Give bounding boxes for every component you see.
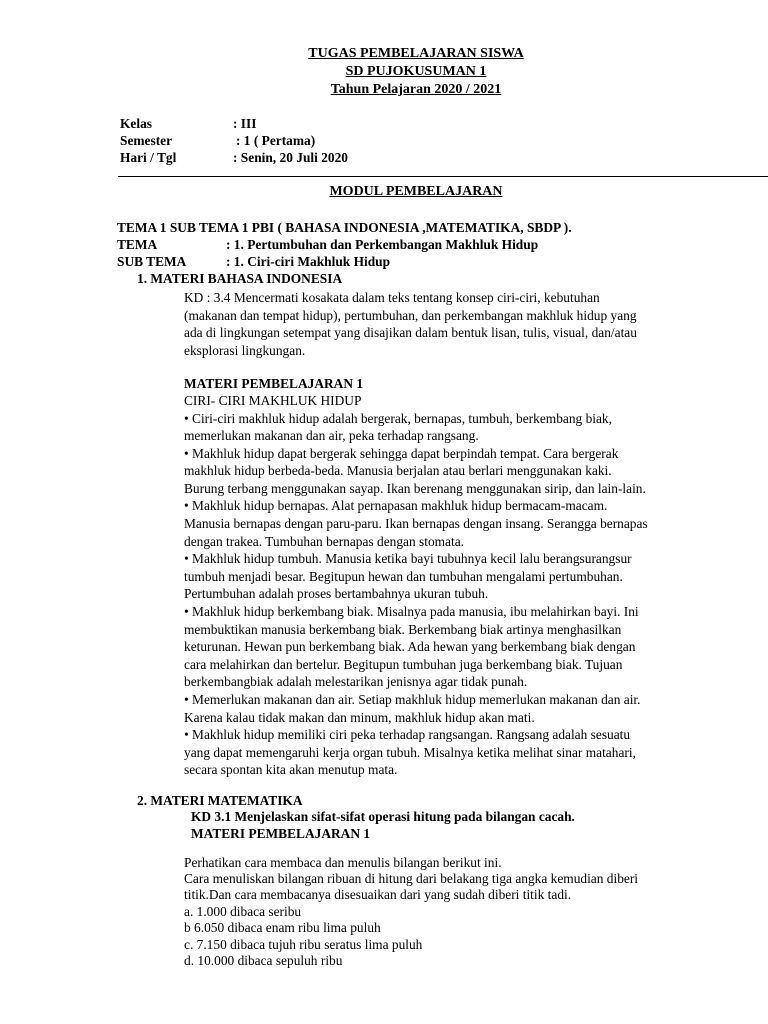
kd-line: eksplorasi lingkungan. <box>184 342 306 358</box>
body-line: Manusia bernapas dengan paru-paru. Ikan bernapas dengan insang. Serangga bernapas <box>184 516 648 532</box>
document-title: TUGAS PEMBELAJARAN SISWA <box>308 46 524 61</box>
list-item: a. 1.000 dibaca seribu <box>184 903 302 919</box>
body-line: Cara menuliskan bilangan ribuan di hitung dari belakang tiga angka kemudian diberi <box>184 871 639 886</box>
tema-summary: TEMA 1 SUB TEMA 1 PBI ( BAHASA INDONESIA ,MATEMATIKA, SBDP ). <box>117 220 572 235</box>
section2-materi-heading: MATERI PEMBELAJARAN 1 <box>191 826 371 841</box>
info-label-date: Hari / Tgl <box>120 150 177 165</box>
info-value-semester: : 1 ( Pertama) <box>236 133 316 148</box>
body-line: titik.Dan cara membacanya disesuaikan dari yang sudah diberi titik tadi. <box>184 887 572 903</box>
list-item: d. 10.000 dibaca sepuluh ribu <box>184 953 343 969</box>
body-line: • Makhluk hidup berkembang biak. Misalnya pada manusia, ibu melahirkan bayi. Ini <box>184 604 639 620</box>
body-line: keturunan. Hewan pun berkembang biak. Ada hewan yang berkembang biak dengan <box>184 639 636 655</box>
kd-line: ada di lingkungan setempat yang disajikan dalam bentuk lisan, tulis, visual, dan/atau <box>184 325 637 341</box>
info-value-kelas: : III <box>233 116 257 131</box>
module-title: MODUL PEMBELAJARAN <box>329 184 503 199</box>
tema-value: : 1. Pertumbuhan dan Perkembangan Makhluk Hidup <box>226 237 539 252</box>
section2-kd: KD 3.1 Menjelaskan sifat-sifat operasi hitung pada bilangan cacah. <box>191 809 575 824</box>
section1-kd <box>184 289 637 359</box>
kd-line: KD : 3.4 Mencermati kosakata dalam teks tentang konsep ciri-ciri, kebutuhan <box>184 290 600 305</box>
school-year: Tahun Pelajaran 2020 / 2021 <box>330 82 502 97</box>
subtema-value: : 1. Ciri-ciri Makhluk Hidup <box>226 254 391 269</box>
section2-body <box>184 871 638 969</box>
body-line: • Makhluk hidup dapat bergerak sehingga dapat berpindah tempat. Cara bergerak <box>184 445 619 461</box>
body-line: Karena kalau tidak makan dan minum, makhluk hidup akan mati. <box>184 709 535 725</box>
kd-line: (makanan dan tempat hidup), pertumbuhan, dan perkembangan makhluk hidup yang <box>184 307 637 323</box>
section1-materi-heading: MATERI PEMBELAJARAN 1 <box>184 376 364 391</box>
list-item: c. 7.150 dibaca tujuh ribu seratus lima puluh <box>184 936 423 952</box>
section1-subheading: CIRI- CIRI MAKHLUK HIDUP <box>184 393 362 408</box>
section1-body <box>184 410 648 779</box>
body-line: • Makhluk hidup bernapas. Alat pernapasan makhluk hidup bermacam-macam. <box>184 498 608 514</box>
body-line: memerlukan makanan dan air, peka terhadap rangsang. <box>184 428 479 444</box>
section2-heading: 2. MATERI MATEMATIKA <box>137 793 303 808</box>
body-line: cara melahirkan dan bertelur. Begitupun tumbuhan juga berkembang biak. Tujuan <box>184 656 623 672</box>
body-line: dengan trakea. Tumbuhan bernapas dengan stomata. <box>184 533 465 549</box>
school-name: SD PUJOKUSUMAN 1 <box>345 64 487 79</box>
info-label-semester: Semester <box>120 133 173 148</box>
body-line: • Ciri-ciri makhluk hidup adalah bergerak, bernapas, tumbuh, berkembang biak, <box>184 410 612 426</box>
header-divider <box>118 176 768 177</box>
body-line: secara spontan kita akan menutup mata. <box>184 762 398 778</box>
list-item: b 6.050 dibaca enam ribu lima puluh <box>184 920 381 936</box>
section2-intro: Perhatikan cara membaca dan menulis bilangan berikut ini. <box>184 855 502 870</box>
body-line: Pertumbuhan adalah proses bertambahnya ukuran tubuh. <box>184 586 489 602</box>
body-line: makhluk hidup berbeda-beda. Manusia berjalan atau berlari menggunakan kaki. <box>184 463 612 479</box>
info-label-kelas: Kelas <box>120 116 152 131</box>
tema-label: TEMA <box>117 237 158 252</box>
body-line: tumbuh menjadi besar. Begitupun hewan dan tumbuhan mengalami pertumbuhan. <box>184 568 623 584</box>
body-line: membuktikan manusia berkembang biak. Berkembang biak artinya menghasilkan <box>184 621 622 637</box>
subtema-label: SUB TEMA <box>117 254 187 269</box>
body-line: yang dapat memengaruhi kerja organ tubuh. Misalnya ketika melihat sinar matahari, <box>184 744 636 760</box>
body-line: berkembangbiak adalah melestarikan jenisnya agar tidak punah. <box>184 674 528 690</box>
body-line: • Makhluk hidup tumbuh. Manusia ketika bayi tubuhnya kecil lalu berangsurangsur <box>184 551 632 567</box>
body-line: • Makhluk hidup memiliki ciri peka terhadap rangsangan. Rangsang adalah sesuatu <box>184 727 631 743</box>
info-value-date: : Senin, 20 Juli 2020 <box>233 150 348 165</box>
body-line: • Memerlukan makanan dan air. Setiap makhluk hidup memerlukan makanan dan air. <box>184 692 641 707</box>
section1-heading: 1. MATERI BAHASA INDONESIA <box>137 271 343 286</box>
body-line: Burung terbang menggunakan sayap. Ikan berenang menggunakan sirip, dan lain-lain. <box>184 480 646 496</box>
